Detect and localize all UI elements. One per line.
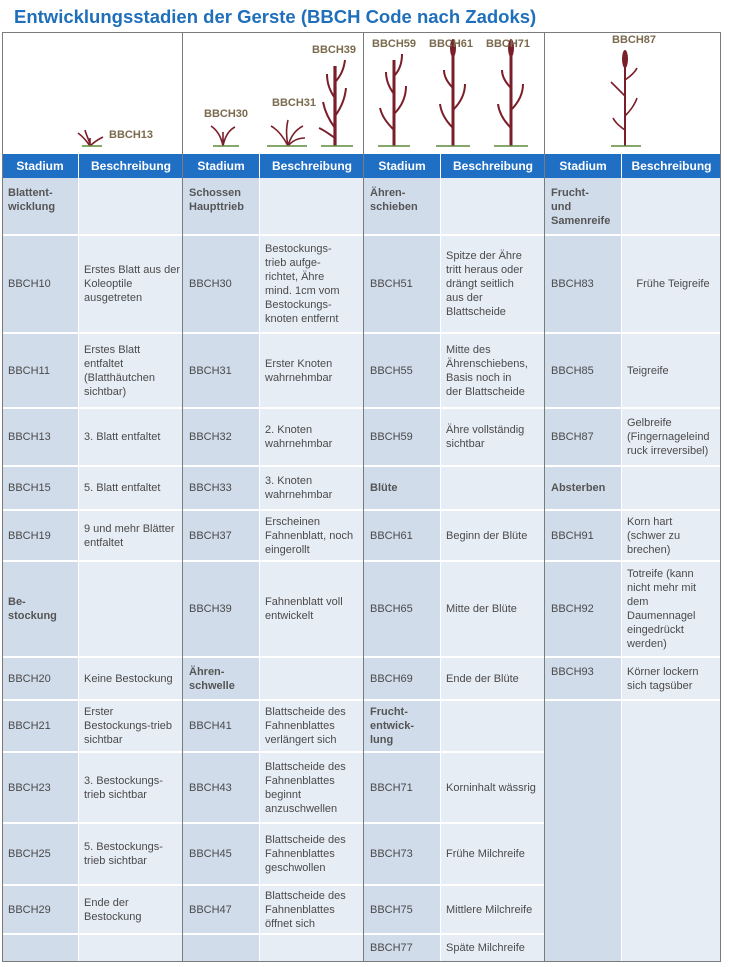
stage-description: 9 und mehr Blätter entfaltet — [84, 522, 175, 549]
stage-heading: Blüte — [370, 482, 398, 494]
bbch-code: BBCH85 — [551, 364, 594, 377]
plant-illustration-group-1 — [2, 32, 183, 154]
stage-description: Spitze der Ähre tritt heraus oder drängt seitlich aus der Blattscheide — [446, 250, 524, 318]
stage-description: Ähre vollständig sichtbar — [446, 424, 525, 450]
bbch-code: BBCH45 — [189, 848, 232, 860]
stage-description: Bestockungs- trieb aufge- richtet, Ähre mind. 1cm vom Bestockungs- knoten entfernt — [265, 243, 340, 325]
stage-description: Ende der Blüte — [446, 672, 519, 685]
stage-description: 5. Bestockungs-trieb sichtbar — [84, 841, 163, 867]
stage-description: Blattscheide des Fahnenblattes öffnet sich — [265, 889, 346, 930]
column-divider — [363, 32, 364, 962]
bbch-code: BBCH65 — [370, 603, 413, 615]
header-stadium-2: Stadium — [183, 154, 259, 178]
bbch-code: BBCH51 — [370, 278, 413, 290]
stage-description — [441, 700, 545, 752]
bbch-code: BBCH61 — [370, 529, 413, 542]
stage-heading: Blattent- wicklung — [8, 187, 56, 213]
bbch-code: BBCH47 — [189, 903, 232, 916]
plant-illustration-group-3 — [364, 32, 545, 154]
plant-label-bbch59: BBCH59 — [372, 38, 417, 50]
bbch-code: BBCH87 — [551, 431, 594, 443]
stage-description: Späte Milchreife — [446, 942, 525, 954]
plant-label-bbch61: BBCH61 — [429, 38, 474, 50]
bbch-code: BBCH41 — [189, 720, 232, 732]
bbch-code: BBCH10 — [8, 278, 51, 290]
row-separator — [364, 961, 545, 963]
stage-description: 3. Blatt entfaltet — [84, 431, 161, 443]
stage-description: Erstes Blatt aus der Koleoptile ausgetreten — [84, 264, 180, 304]
stage-description — [79, 178, 183, 235]
stage-description: Fahnenblatt voll entwickelt — [265, 596, 343, 622]
stage-heading: Ähren- schieben — [370, 187, 418, 213]
plant-label-bbch87: BBCH87 — [612, 34, 657, 46]
bbch-code: BBCH23 — [8, 781, 51, 794]
header-stadium-4: Stadium — [545, 154, 621, 178]
plant-label-bbch30: BBCH30 — [204, 108, 249, 120]
header-beschreibung-2: Beschreibung — [260, 154, 364, 178]
stage-description: Gelbreife (Fingernageleind ruck irreversibel) — [627, 417, 710, 457]
bbch-code: BBCH37 — [189, 529, 232, 542]
seedling-icon — [2, 32, 183, 154]
stage-description: Blattscheide des Fahnenblattes verlängert sich — [265, 706, 346, 746]
column-divider — [544, 32, 545, 962]
plant-label-bbch31: BBCH31 — [272, 97, 317, 109]
bbch-code: BBCH92 — [551, 603, 594, 615]
stage-description — [622, 178, 721, 235]
bbch-code: BBCH83 — [551, 278, 594, 290]
plant-label-bbch13: BBCH13 — [109, 129, 154, 141]
bbch-code: BBCH31 — [189, 364, 232, 377]
header-beschreibung-3: Beschreibung — [441, 154, 545, 178]
bbch-code: BBCH32 — [189, 431, 232, 443]
page-title: Entwicklungsstadien der Gerste (BBCH Code nach Zadoks) — [14, 6, 537, 27]
stage-description: Frühe Teigreife — [636, 278, 710, 290]
bbch-table — [2, 32, 721, 962]
bbch-code: BBCH59 — [370, 431, 413, 443]
bbch-code: BBCH25 — [8, 848, 51, 860]
stage-description: Teigreife — [627, 364, 669, 377]
bbch-code: BBCH71 — [370, 781, 413, 794]
stage-description: Beginn der Blüte — [446, 529, 528, 542]
bbch-code: BBCH20 — [8, 672, 51, 685]
stage-heading: Be- stockung — [8, 596, 57, 622]
stage-description: Erster Bestockungs-trieb sichtbar — [84, 706, 173, 746]
stage-description: Totreife (kann nicht mehr mit dem Daumennagel eingedrückt werden) — [627, 568, 697, 650]
stage-heading: Ähren- schwelle — [189, 666, 235, 692]
bbch-code: BBCH21 — [8, 720, 51, 732]
bbch-code: BBCH43 — [189, 781, 232, 794]
stage-description — [79, 561, 183, 657]
bbch-code: BBCH69 — [370, 672, 413, 685]
bbch-code: BBCH19 — [8, 529, 51, 542]
heading-plants-icon — [364, 32, 545, 154]
plant-label-bbch71: BBCH71 — [486, 38, 531, 50]
stage-description — [441, 466, 545, 510]
stage-description — [260, 178, 364, 235]
stage-description: Frühe Milchreife — [446, 848, 525, 860]
stage-description: Keine Bestockung — [84, 672, 173, 685]
stage-description: Erster Knoten wahrnehmbar — [265, 357, 333, 384]
stage-description: Korn hart (schwer zu brechen) — [627, 515, 681, 556]
stage-heading: Frucht- entwick- lung — [370, 706, 415, 746]
stage-description: Erstes Blatt entfaltet (Blatthäutchen sichtbar) — [84, 343, 155, 398]
bbch-code: BBCH33 — [189, 482, 232, 494]
bbch-code: BBCH39 — [189, 603, 232, 615]
stage-description: 3. Bestockungs-trieb sichtbar — [84, 774, 163, 801]
stage-description: 3. Knoten wahrnehmbar — [265, 475, 333, 501]
column-divider — [182, 32, 183, 962]
stage-description — [260, 657, 364, 700]
stage-description: Blattscheide des Fahnenblattes beginnt anzuschwellen — [265, 760, 346, 815]
stage-heading: Frucht- und Samenreife — [551, 187, 611, 227]
stage-description: 5. Blatt entfaltet — [84, 482, 161, 494]
bbch-code: BBCH29 — [8, 903, 51, 916]
stage-heading: Schossen Haupttrieb — [189, 187, 244, 213]
bbch-code: BBCH30 — [189, 278, 232, 290]
bbch-code: BBCH93 — [551, 666, 594, 678]
bbch-code: BBCH77 — [370, 942, 413, 954]
header-beschreibung-4: Beschreibung — [622, 154, 721, 178]
stage-description: 2. Knoten wahrnehmbar — [265, 424, 333, 450]
plant-label-bbch39: BBCH39 — [312, 44, 357, 56]
stage-description — [622, 466, 721, 510]
stage-description: Mitte der Blüte — [446, 603, 517, 615]
bbch-code: BBCH73 — [370, 848, 413, 860]
stage-description: Mitte des Ährenschiebens, Basis noch in der Blattscheide — [446, 343, 528, 398]
stage-description: Körner lockern sich tagsüber — [627, 666, 699, 692]
bbch-code: BBCH11 — [8, 364, 50, 377]
stage-description: Korninhalt wässrig — [446, 781, 536, 794]
header-beschreibung-1: Beschreibung — [79, 154, 183, 178]
row-separator — [183, 933, 364, 935]
stage-description: Erscheinen Fahnenblatt, noch eingerollt — [265, 515, 354, 556]
header-stadium-1: Stadium — [2, 154, 78, 178]
plant-illustration-group-4 — [545, 32, 721, 154]
stage-description — [441, 178, 545, 235]
bbch-code: BBCH55 — [370, 364, 413, 377]
bbch-code: BBCH15 — [8, 482, 51, 494]
header-stadium-3: Stadium — [364, 154, 440, 178]
stage-heading: Absterben — [551, 482, 606, 494]
bbch-code: BBCH13 — [8, 431, 51, 443]
stage-description: Blattscheide des Fahnenblattes geschwollen — [265, 834, 346, 874]
row-separator — [545, 699, 721, 701]
bbch-code: BBCH91 — [551, 529, 594, 542]
bbch-code: BBCH75 — [370, 903, 413, 916]
ripening-plant-icon — [545, 32, 721, 154]
stage-description: Ende der Bestockung — [84, 896, 142, 923]
row-separator — [2, 933, 183, 935]
stage-description: Mittlere Milchreife — [446, 903, 533, 916]
